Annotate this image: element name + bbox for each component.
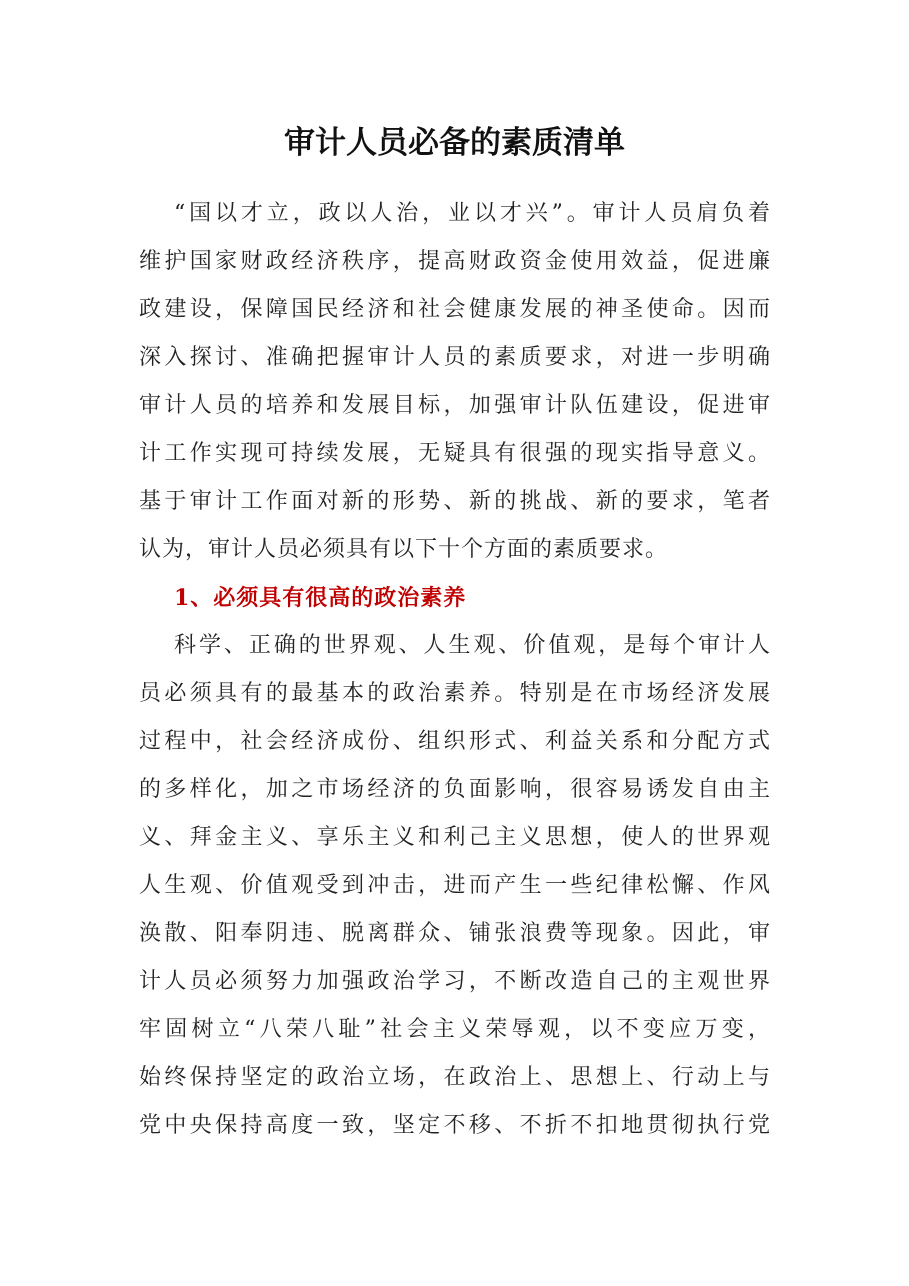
section-heading: 1、必须具有很高的政治素养 <box>174 585 467 611</box>
text-line: “国以才立，政以人治，业以才兴”。审计人员肩负着 <box>174 201 771 226</box>
text-line: 政建设，保障国民经济和社会健康发展的神圣使命。因而 <box>139 297 771 322</box>
text-line: 维护国家财政经济秩序，提高财政资金使用效益，促进廉 <box>139 249 771 274</box>
section-paragraph <box>139 622 771 1150</box>
text-line: 义、拜金主义、享乐主义和利己主义思想，使人的世界观 <box>139 825 771 850</box>
text-line: 的多样化，加之市场经济的负面影响，很容易诱发自由主 <box>139 777 771 802</box>
text-line: 认为，审计人员必须具有以下十个方面的素质要求。 <box>139 537 669 562</box>
text-line: 计工作实现可持续发展，无疑具有很强的现实指导意义。 <box>139 441 771 466</box>
text-line: 基于审计工作面对新的形势、新的挑战、新的要求，笔者 <box>139 489 771 514</box>
text-line: 科学、正确的世界观、人生观、价值观，是每个审计人 <box>174 633 771 658</box>
text-line: 深入探讨、准确把握审计人员的素质要求，对进一步明确 <box>139 345 771 370</box>
text-line: 计人员必须努力加强政治学习，不断改造自己的主观世界 <box>139 969 771 994</box>
text-line: 人生观、价值观受到冲击，进而产生一些纪律松懈、作风 <box>139 873 771 898</box>
text-line: 审计人员的培养和发展目标，加强审计队伍建设，促进审 <box>139 393 771 418</box>
document-title: 审计人员必备的素质清单 <box>284 125 625 161</box>
text-line: 始终保持坚定的政治立场，在政治上、思想上、行动上与 <box>139 1065 771 1090</box>
text-line: 涣散、阳奉阴违、脱离群众、铺张浪费等现象。因此，审 <box>139 921 771 946</box>
text-line: 过程中，社会经济成份、组织形式、利益关系和分配方式 <box>139 729 771 754</box>
text-line: 党中央保持高度一致，坚定不移、不折不扣地贯彻执行党 <box>139 1113 771 1138</box>
text-line: 牢固树立“八荣八耻”社会主义荣辱观，以不变应万变， <box>139 1017 771 1042</box>
intro-paragraph <box>139 190 771 574</box>
text-line: 员必须具有的最基本的政治素养。特别是在市场经济发展 <box>139 681 771 706</box>
